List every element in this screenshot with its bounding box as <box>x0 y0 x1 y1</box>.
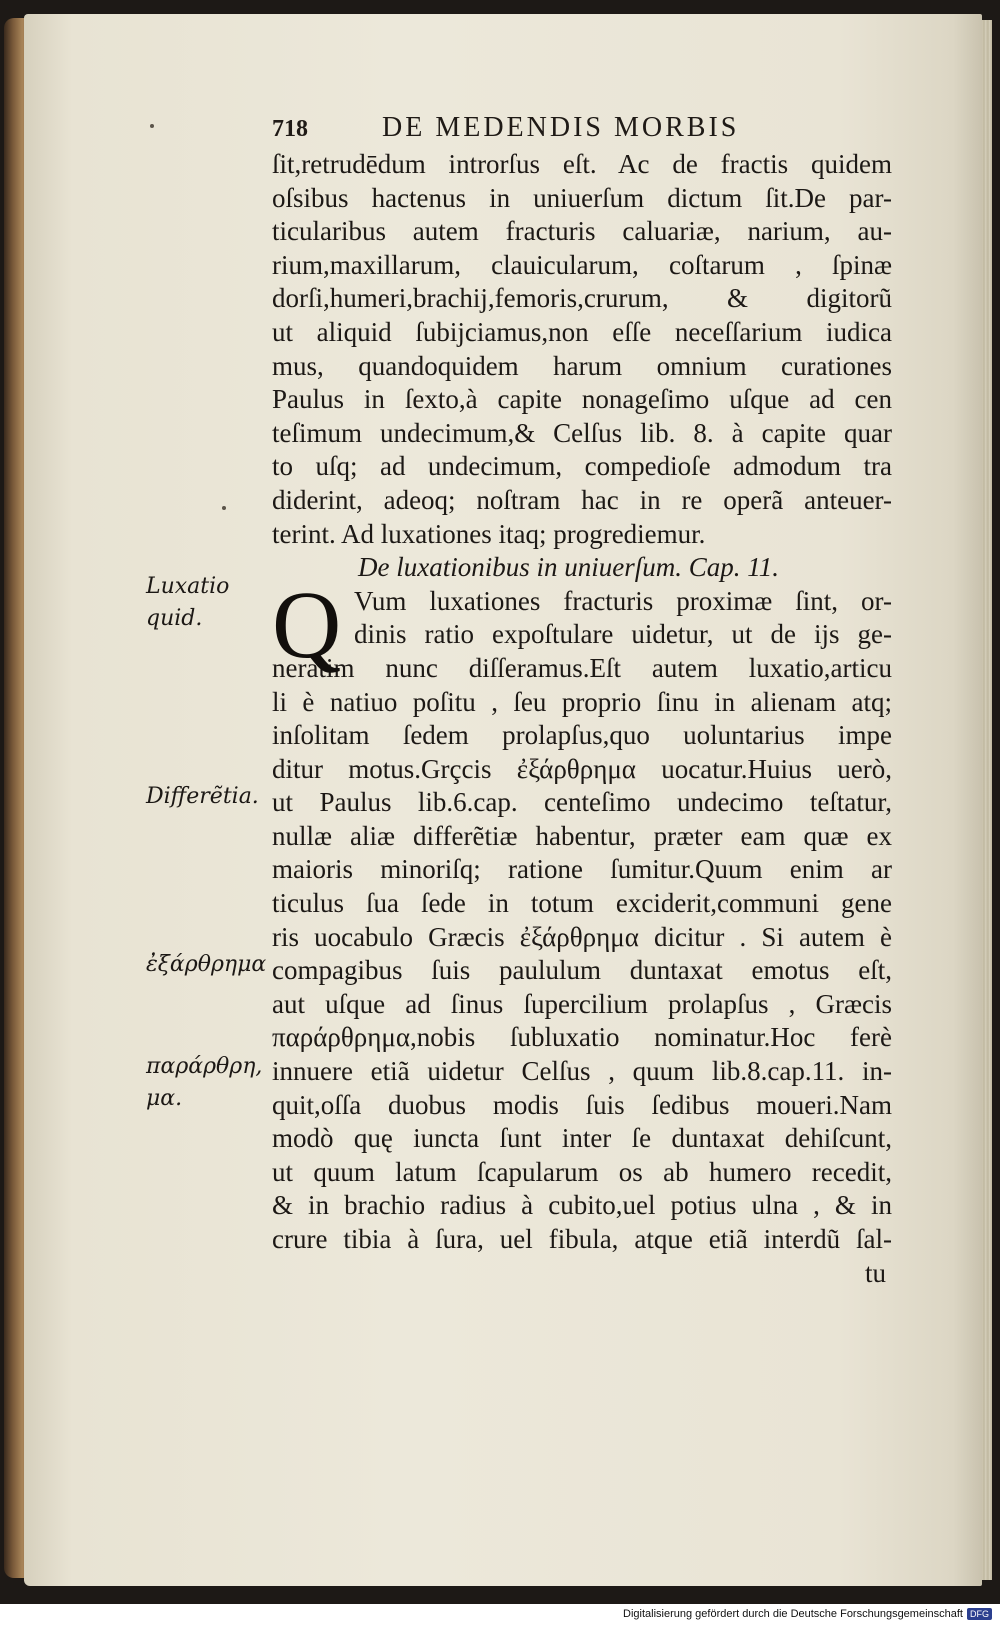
catchword: tu <box>864 1257 886 1288</box>
text-line: compagibus ſuis paululum duntaxat emotus eſt, <box>272 955 892 986</box>
text-line: ſit,retrudēdum introrſus eſt. Ac de fractis quidem <box>272 149 892 179</box>
text-line: neratim nunc diſſeramus.Eſt autem luxatio,articu <box>272 652 892 683</box>
page-header <box>272 112 892 148</box>
text-line: παράρθρημα,nobis ſubluxatio nominatur.Hoc ferè <box>272 1022 892 1053</box>
text-line: ris uocabulo Græcis ἐξάρθρημα dicitur . Si autem è <box>272 921 892 952</box>
text-line: maioris minoriſq; ratione ſumitur.Quum enim ar <box>272 854 892 885</box>
text-line: Paulus in ſexto,à capite nonageſimo uſque ad cen <box>272 384 892 415</box>
digitization-credit <box>623 1608 992 1620</box>
text-line: ut quum latum ſcapularum os ab humero recedit, <box>272 1156 892 1187</box>
text-line: li è natiuo poſitu , ſeu proprio ſinu in alienam atq; <box>272 686 892 717</box>
text-line: to uſq; ad undecimum, compedioſe admodum tra <box>272 451 892 482</box>
text-line: inſolitam ſedem prolapſus,quo uoluntarius impe <box>272 720 892 751</box>
text-line: nullæ aliæ differẽtiæ habentur, præter eam quæ ex <box>272 820 892 851</box>
margin-note: quid. <box>146 606 203 631</box>
text-line: crure tibia à ſura, uel fibula, atque etiã interdũ ſal- <box>272 1224 892 1254</box>
margin-note: μα. <box>146 1086 183 1111</box>
margin-note: ἐξάρθρημα <box>146 952 267 977</box>
text-line: Vum luxationes fracturis proximæ ſint, or- <box>354 585 892 616</box>
credit-text: Digitalisierung gefördert durch die Deutsche Forschungsgemeinschaft <box>623 1608 963 1620</box>
text-line: innuere etiã uidetur Celſus , quum lib.8.cap.11. in- <box>272 1056 892 1087</box>
text-line: oſsibus hactenus in uniuerſum dictum ſit.De par- <box>272 182 892 213</box>
page-number: 718 <box>272 116 308 142</box>
body-text <box>272 148 892 1290</box>
text-line: rium,maxillarum, clauicularum, coſtarum , ſpinæ <box>272 249 892 280</box>
text-line: modò quę iuncta ſunt inter ſe duntaxat dehiſcunt, <box>272 1123 892 1154</box>
text-line: quit,oſſa duobus modis ſuis ſedibus moueri.Nam <box>272 1089 892 1120</box>
text-line: dorſi,humeri,brachij,femoris,crurum, & digitorũ <box>272 283 892 314</box>
text-line: ticularibus autem fracturis caluariæ, narium, au- <box>272 216 892 247</box>
running-head: DE MEDENDIS MORBIS <box>382 112 740 143</box>
text-line: aut uſque ad ſinus ſupercilium prolapſus , Græcis <box>272 988 892 1019</box>
text-line: teſimum undecimum,& Celſus lib. 8. à capite quar <box>272 417 892 448</box>
margin-note: Luxatio <box>146 574 230 599</box>
text-line: ditur motus.Grçcis ἐξάρθρημα uocatur.Huius uerò, <box>272 753 892 784</box>
text-line: dinis ratio expoſtulare uidetur, ut de ijs ge- <box>354 619 892 650</box>
ink-speck <box>222 506 226 510</box>
dfg-logo: DFG <box>967 1608 992 1620</box>
text-line: terint. Ad luxationes itaq; progrediemur. <box>272 518 706 549</box>
text-line: mus, quandoquidem harum omnium curationes <box>272 350 892 381</box>
text-line: ut Paulus lib.6.cap. centeſimo undecimo teſtatur, <box>272 787 892 818</box>
margin-note: παράρθρη, <box>146 1054 263 1079</box>
drop-cap-initial: Q <box>272 570 342 678</box>
text-line: ut aliquid ſubijciamus,non eſſe neceſſarium iudica <box>272 316 892 347</box>
text-line: ticulus ſua ſede in totum exciderit,communi gene <box>272 888 892 919</box>
chapter-heading: De luxationibus in uniuerſum. Cap. 11. <box>358 552 779 583</box>
page-edges <box>982 20 992 1580</box>
ink-speck <box>150 124 154 128</box>
text-line: diderint, adeoq; noſtram hac in re operã anteuer- <box>272 484 892 515</box>
margin-note: Differẽtia. <box>146 784 259 809</box>
text-line: & in brachio radius à cubito,uel potius ulna , & in <box>272 1190 892 1221</box>
